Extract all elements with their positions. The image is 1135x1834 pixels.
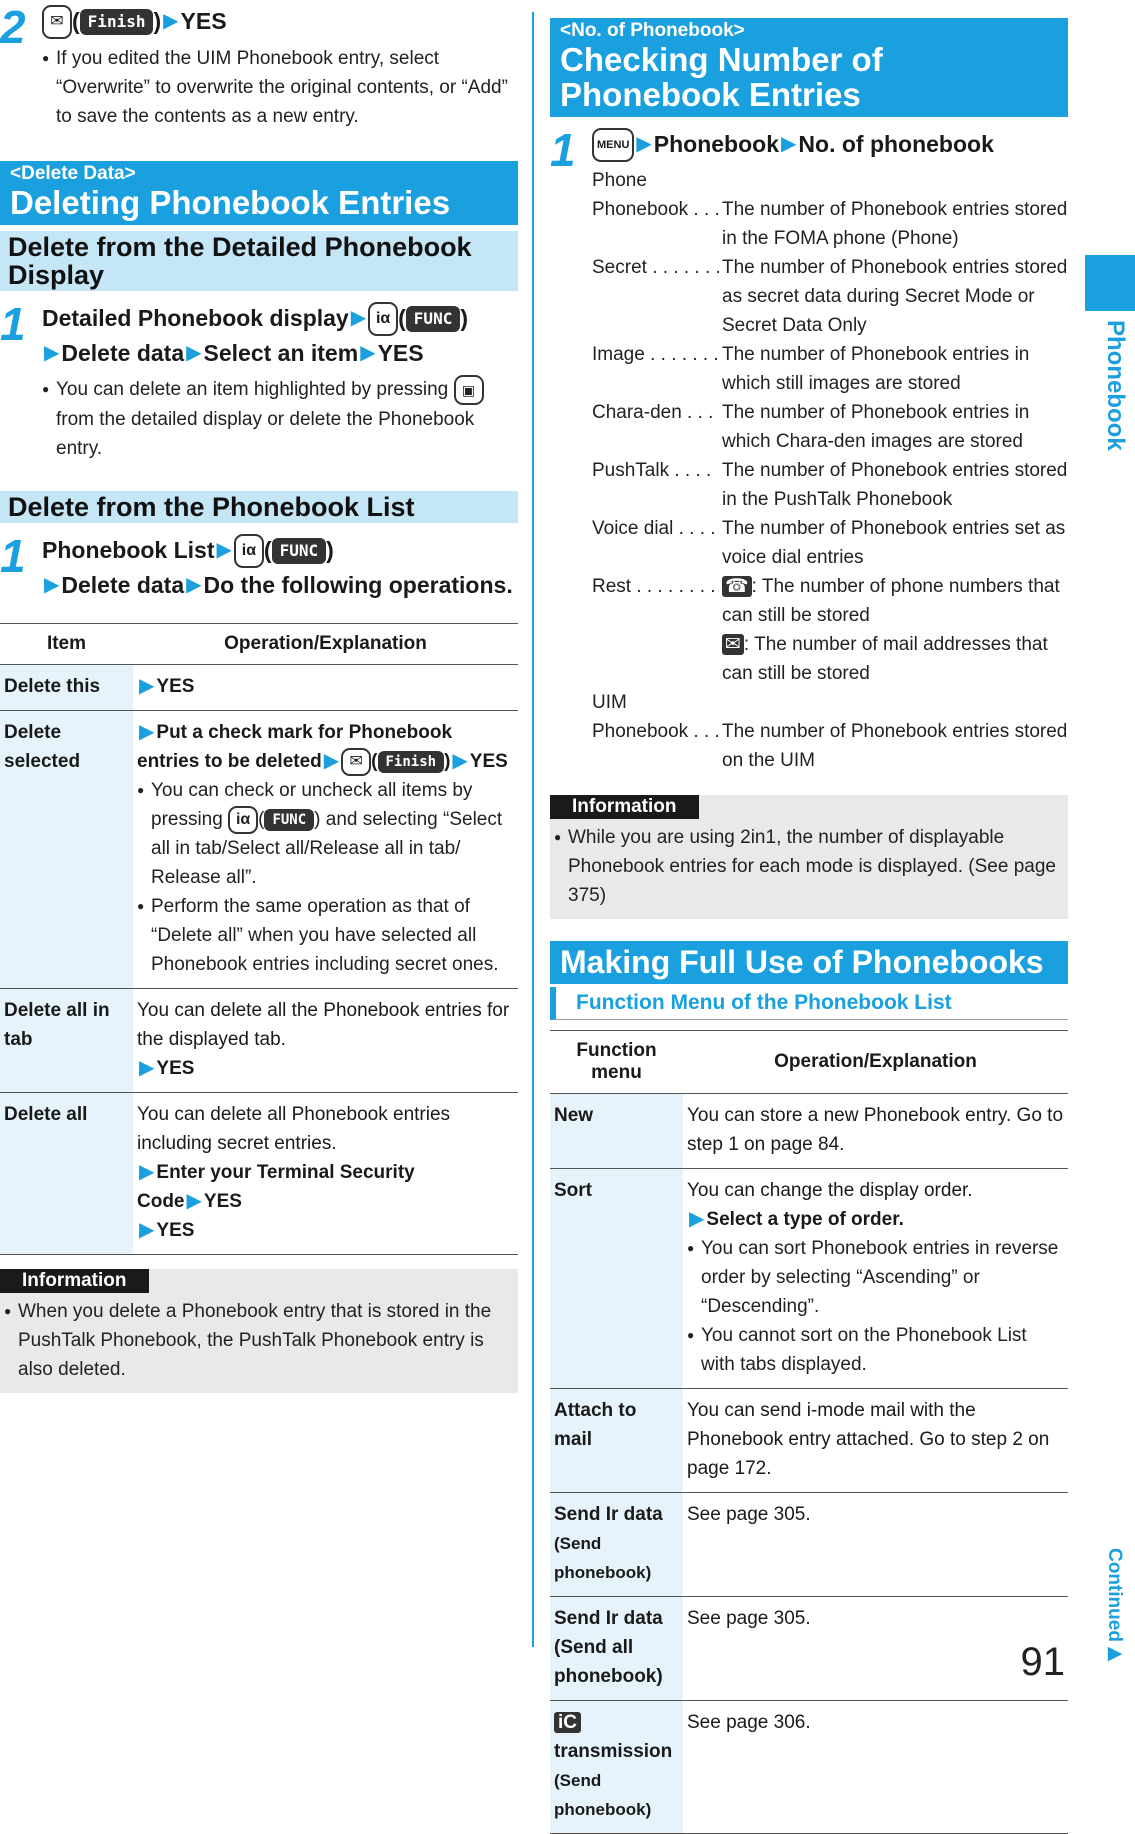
softkey-func[interactable]: FUNC — [406, 306, 461, 332]
phone-icon: ☎ — [722, 576, 752, 597]
row-item: Delete all — [0, 1093, 133, 1255]
phonebook-label: Phonebook — [653, 131, 780, 157]
list-item: PushTalk . . . . The number of Phonebook entries stored in the PushTalk Phonebook — [592, 460, 1068, 510]
section-tag: <No. of Phonebook> — [560, 20, 745, 41]
col-item: Item — [0, 624, 133, 665]
arrow-icon: ▶ — [186, 574, 202, 596]
subsection-title: Delete from the Detailed Phonebook Display — [0, 231, 518, 291]
count-list — [592, 166, 1068, 775]
row-item: Delete this — [0, 665, 133, 711]
list-item: ✉ : The number of mail addresses that can still be stored — [722, 634, 1048, 684]
subsection-title: Delete from the Phonebook List — [0, 491, 518, 523]
list-item: Phonebook . . . The number of Phonebook entries stored in the FOMA phone (Phone) — [592, 199, 1068, 249]
page-number: 91 — [1020, 1640, 1065, 1684]
step-1-count — [550, 124, 1068, 775]
note-text-a: You can delete an item highlighted by pressing — [56, 379, 449, 401]
row-op: You can change the display order. ▶ Select a type of order. ● You can sort Phonebook entries in reverse order by selecting “Ascending” or “Descending”. ● You cannot sort on the Phonebook List with tabs displayed. — [683, 1169, 1068, 1389]
mail-key-icon[interactable]: ✉ — [42, 5, 72, 39]
section-header — [0, 161, 518, 225]
step-number: 2 — [0, 1, 24, 53]
information-text: ● While you are using 2in1, the number of displayable Phonebook entries for each mode is displayed. (See page 375) — [554, 823, 1064, 910]
information-box — [0, 1269, 518, 1393]
col-operation: Operation/Explanation — [133, 624, 518, 665]
section-title: Making Full Use of Phonebooks — [560, 944, 1044, 980]
step-line: Phonebook List ▶ iα ( FUNC ) — [42, 533, 518, 568]
table-header — [0, 624, 518, 665]
row-note: ● You cannot sort on the Phonebook List with tabs displayed. — [687, 1321, 1064, 1379]
col-function: Function menu — [550, 1031, 683, 1094]
section-header — [550, 18, 1068, 117]
row-item: Send Ir data (Send all phonebook) — [550, 1597, 683, 1701]
arrow-icon: ▶ — [186, 342, 202, 364]
row-item: New — [550, 1094, 683, 1169]
following-ops-label: Do the following operations. — [203, 572, 513, 598]
information-tag: Information — [0, 1269, 149, 1293]
list-item: Voice dial . . . . The number of Phonebook entries set as voice dial entries — [592, 518, 1066, 568]
softkey-func[interactable]: FUNC — [264, 809, 314, 831]
row-note: ● You can check or uncheck all items by pressing iα ( FUNC ) and selecting “Select all in tab/Select all/Release all in tab/ Release all”. — [137, 776, 514, 892]
list-item: Image . . . . . . . The number of Phonebook entries in which still images are stored — [592, 344, 1030, 394]
table-row — [0, 665, 518, 711]
row-text: You can change the display order. — [687, 1180, 973, 1201]
table-row — [0, 989, 518, 1093]
arrow-icon: ▶ — [636, 133, 652, 155]
delete-options-table — [0, 623, 518, 1255]
step-number: 1 — [550, 124, 574, 176]
subsection-title: Function Menu of the Phonebook List — [550, 987, 1068, 1020]
step-line: Detailed Phonebook display ▶ iα ( FUNC ) — [42, 301, 518, 336]
menu-key-icon[interactable]: MENU — [592, 128, 634, 162]
section-header — [550, 941, 1068, 984]
table-header — [550, 1031, 1068, 1094]
row-op: You can delete all the Phonebook entries for the displayed tab. ▶ YES — [133, 989, 518, 1093]
list-item: Chara-den . . . The number of Phonebook entries in which Chara-den images are stored — [592, 402, 1030, 452]
step-1-list — [0, 530, 518, 603]
table-row — [0, 711, 518, 989]
column-divider — [532, 12, 534, 1647]
multi-key-icon[interactable]: ▣ — [454, 375, 484, 405]
delete-data-label: Delete data — [61, 572, 185, 598]
section-title: Deleting Phonebook Entries — [10, 184, 451, 221]
chapter-tab — [1085, 255, 1135, 311]
row-text: You can delete all Phonebook entries including secret entries. — [137, 1104, 451, 1154]
arrow-icon: ▶ — [163, 10, 179, 32]
list-item: Phonebook . . . The number of Phonebook entries stored on the UIM — [592, 721, 1068, 771]
chapter-label: Phonebook — [1102, 320, 1129, 451]
row-note: ● You can sort Phonebook entries in reverse order by selecting “Ascending” or “Descending”. — [687, 1234, 1064, 1321]
step-number: 1 — [0, 530, 24, 582]
row-item: Delete selected — [0, 711, 133, 989]
right-column — [550, 18, 1068, 1834]
table-row — [550, 1493, 1068, 1597]
step-2 — [0, 1, 518, 131]
step-line: ✉ ( Finish ) ▶ YES — [42, 4, 518, 39]
ic-transmission-icon: iС — [554, 1712, 581, 1733]
softkey-func[interactable]: FUNC — [272, 538, 327, 564]
step-1-detailed — [0, 298, 518, 463]
table-row — [0, 1093, 518, 1255]
arrow-icon: ▶ — [44, 574, 60, 596]
imode-key-icon[interactable]: iα — [234, 534, 264, 568]
section-title: Checking Number of Phonebook Entries — [560, 41, 883, 113]
step-note — [42, 375, 518, 463]
information-text: ● When you delete a Phonebook entry that is stored in the PushTalk Phonebook, the PushTalk Phonebook entry is also deleted. — [4, 1297, 508, 1384]
table-row — [550, 1701, 1068, 1834]
softkey-finish[interactable]: Finish — [378, 751, 445, 773]
phonebook-list-label: Phonebook List — [42, 537, 215, 563]
no-of-phonebook-label: No. of phonebook — [798, 131, 994, 157]
arrow-icon: ▶ — [44, 342, 60, 364]
delete-data-label: Delete data — [61, 340, 185, 366]
row-op: ▶ YES — [133, 665, 518, 711]
row-item: Delete all in tab — [0, 989, 133, 1093]
row-op: You can send i-mode mail with the Phonebook entry attached. Go to step 2 on page 172. — [683, 1389, 1068, 1493]
row-item: Send Ir data (Send phonebook) — [550, 1493, 683, 1597]
col-operation: Operation/Explanation — [683, 1031, 1068, 1094]
list-heading: UIM — [592, 692, 627, 713]
select-item-label: Select an item — [203, 340, 359, 366]
information-tag: Information — [550, 795, 699, 819]
section-tag: <Delete Data> — [10, 163, 136, 184]
step-line-2 — [42, 336, 518, 371]
row-item: iС transmission (Send phonebook) — [550, 1701, 683, 1834]
table-row — [550, 1389, 1068, 1493]
arrow-icon: ▶ — [216, 539, 232, 561]
information-box — [550, 795, 1068, 919]
softkey-finish[interactable]: Finish — [80, 9, 154, 35]
step-number: 1 — [0, 298, 24, 350]
list-item: Rest . . . . . . . . ☎ : The number of phone numbers that can still be stored — [592, 576, 1060, 626]
arrow-icon: ▶ — [350, 307, 367, 329]
row-op: You can delete all Phonebook entries including secret entries. ▶ Enter your Terminal Security Code ▶ YES ▶ YES — [133, 1093, 518, 1255]
table-row — [550, 1597, 1068, 1701]
row-op: See page 305. — [683, 1493, 1068, 1597]
mail-key-icon[interactable]: ✉ — [341, 748, 371, 776]
note-text-b: from the detailed display or delete the Phonebook entry. — [56, 409, 475, 459]
list-item: Secret . . . . . . . The number of Phonebook entries stored as secret data during Secret Mode or Secret Data Only — [592, 257, 1068, 336]
function-menu-table — [550, 1030, 1068, 1834]
row-op: See page 305. — [683, 1597, 1068, 1701]
row-text: You can delete all the Phonebook entries for the displayed tab. — [137, 1000, 510, 1050]
yes-label: YES — [377, 340, 424, 366]
arrow-icon: ▶ — [781, 133, 797, 155]
row-op: You can store a new Phonebook entry. Go to step 1 on page 84. — [683, 1094, 1068, 1169]
imode-key-icon[interactable]: iα — [228, 806, 258, 834]
continued-label: Continued▶ — [1104, 1548, 1125, 1664]
imode-key-icon[interactable]: iα — [368, 302, 398, 336]
step-line-2 — [42, 568, 518, 603]
step-note: ● If you edited the UIM Phonebook entry, select “Overwrite” to overwrite the original contents, or “Add” to save the contents as a new entry. — [42, 44, 518, 131]
table-row — [550, 1169, 1068, 1389]
row-op: See page 306. — [683, 1701, 1068, 1834]
detailed-display-label: Detailed Phonebook display — [42, 305, 349, 331]
row-item: Sort — [550, 1169, 683, 1389]
mail-icon: ✉ — [722, 634, 744, 655]
list-heading: Phone — [592, 170, 647, 191]
left-column — [0, 0, 518, 1393]
row-op: ▶ Put a check mark for Phonebook entries to be deleted ▶ ✉ ( Finish ) ▶ YES ● You can check or uncheck all items by pressing iα ( FUNC ) and selecting “Select all in tab/Select all/Release all in tab/ Release all”. ● Perform the same operation as that of “Delete all” when you have selected all Phonebook entries including secret ones. — [133, 711, 518, 989]
yes-label: YES — [180, 8, 227, 34]
row-note: ● Perform the same operation as that of “Delete all” when you have selected all Phonebook entries including secret ones. — [137, 892, 514, 979]
row-item: Attach to mail — [550, 1389, 683, 1493]
table-row — [550, 1094, 1068, 1169]
arrow-icon: ▶ — [360, 342, 376, 364]
step-line — [592, 127, 1068, 162]
